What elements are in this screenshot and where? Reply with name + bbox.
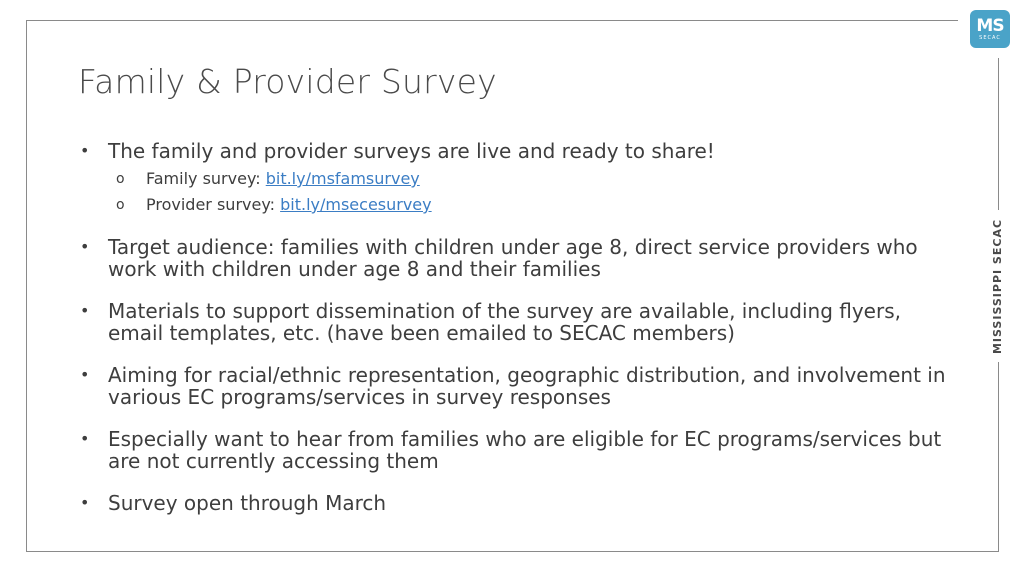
bullet-item [78, 364, 948, 408]
bullet-icon: • [80, 237, 90, 256]
provider-survey-link[interactable]: bit.ly/msecesurvey [280, 195, 432, 214]
sub-bullet-label: Provider survey: [146, 195, 281, 214]
bullet-text: Materials to support dissemination of the survey are available, including flyers, email templates, etc. (have been emailed to SECAC members) [108, 299, 901, 345]
sub-bullet-list [108, 166, 948, 218]
slide-title: Family & Provider Survey [78, 62, 497, 101]
logo-mark: MS [976, 15, 1004, 36]
bullet-icon: • [80, 429, 90, 448]
brand-vertical-label [985, 214, 1011, 358]
bullet-text: Survey open through March [108, 491, 387, 515]
bullet-text: Aiming for racial/ethnic representation, geographic distribution, and involvement in various EC programs/services in survey responses [108, 363, 946, 409]
bullet-text: The family and provider surveys are live and ready to share! [108, 139, 715, 163]
sub-bullet-icon: o [116, 197, 125, 213]
sub-bullet-icon: o [116, 171, 125, 187]
sub-bullet-item [108, 192, 948, 218]
sub-bullet-item [108, 166, 948, 192]
bullet-item [78, 428, 948, 472]
frame-right-line-top [998, 58, 999, 210]
bullet-item [78, 236, 948, 280]
bullet-icon: • [80, 493, 90, 512]
bullet-text: Target audience: families with children under age 8, direct service providers who work with children under age 8 and their families [108, 235, 918, 281]
sub-bullet-label: Family survey: [146, 169, 266, 188]
bullet-item [78, 140, 948, 218]
bullet-icon: • [80, 365, 90, 384]
brand-label-text: MISSISSIPPI SECAC [991, 218, 1005, 354]
bullet-icon: • [80, 301, 90, 320]
ms-secac-logo-icon [970, 10, 1010, 48]
bullet-text: Especially want to hear from families who are eligible for EC programs/services but are not currently accessing them [108, 427, 942, 473]
bullet-item [78, 492, 948, 514]
bullet-item [78, 300, 948, 344]
bullet-list [78, 140, 948, 534]
family-survey-link[interactable]: bit.ly/msfamsurvey [265, 169, 420, 188]
logo-subtext: SECAC [979, 34, 1001, 41]
bullet-icon: • [80, 141, 90, 160]
frame-right-line-bottom [998, 362, 999, 552]
